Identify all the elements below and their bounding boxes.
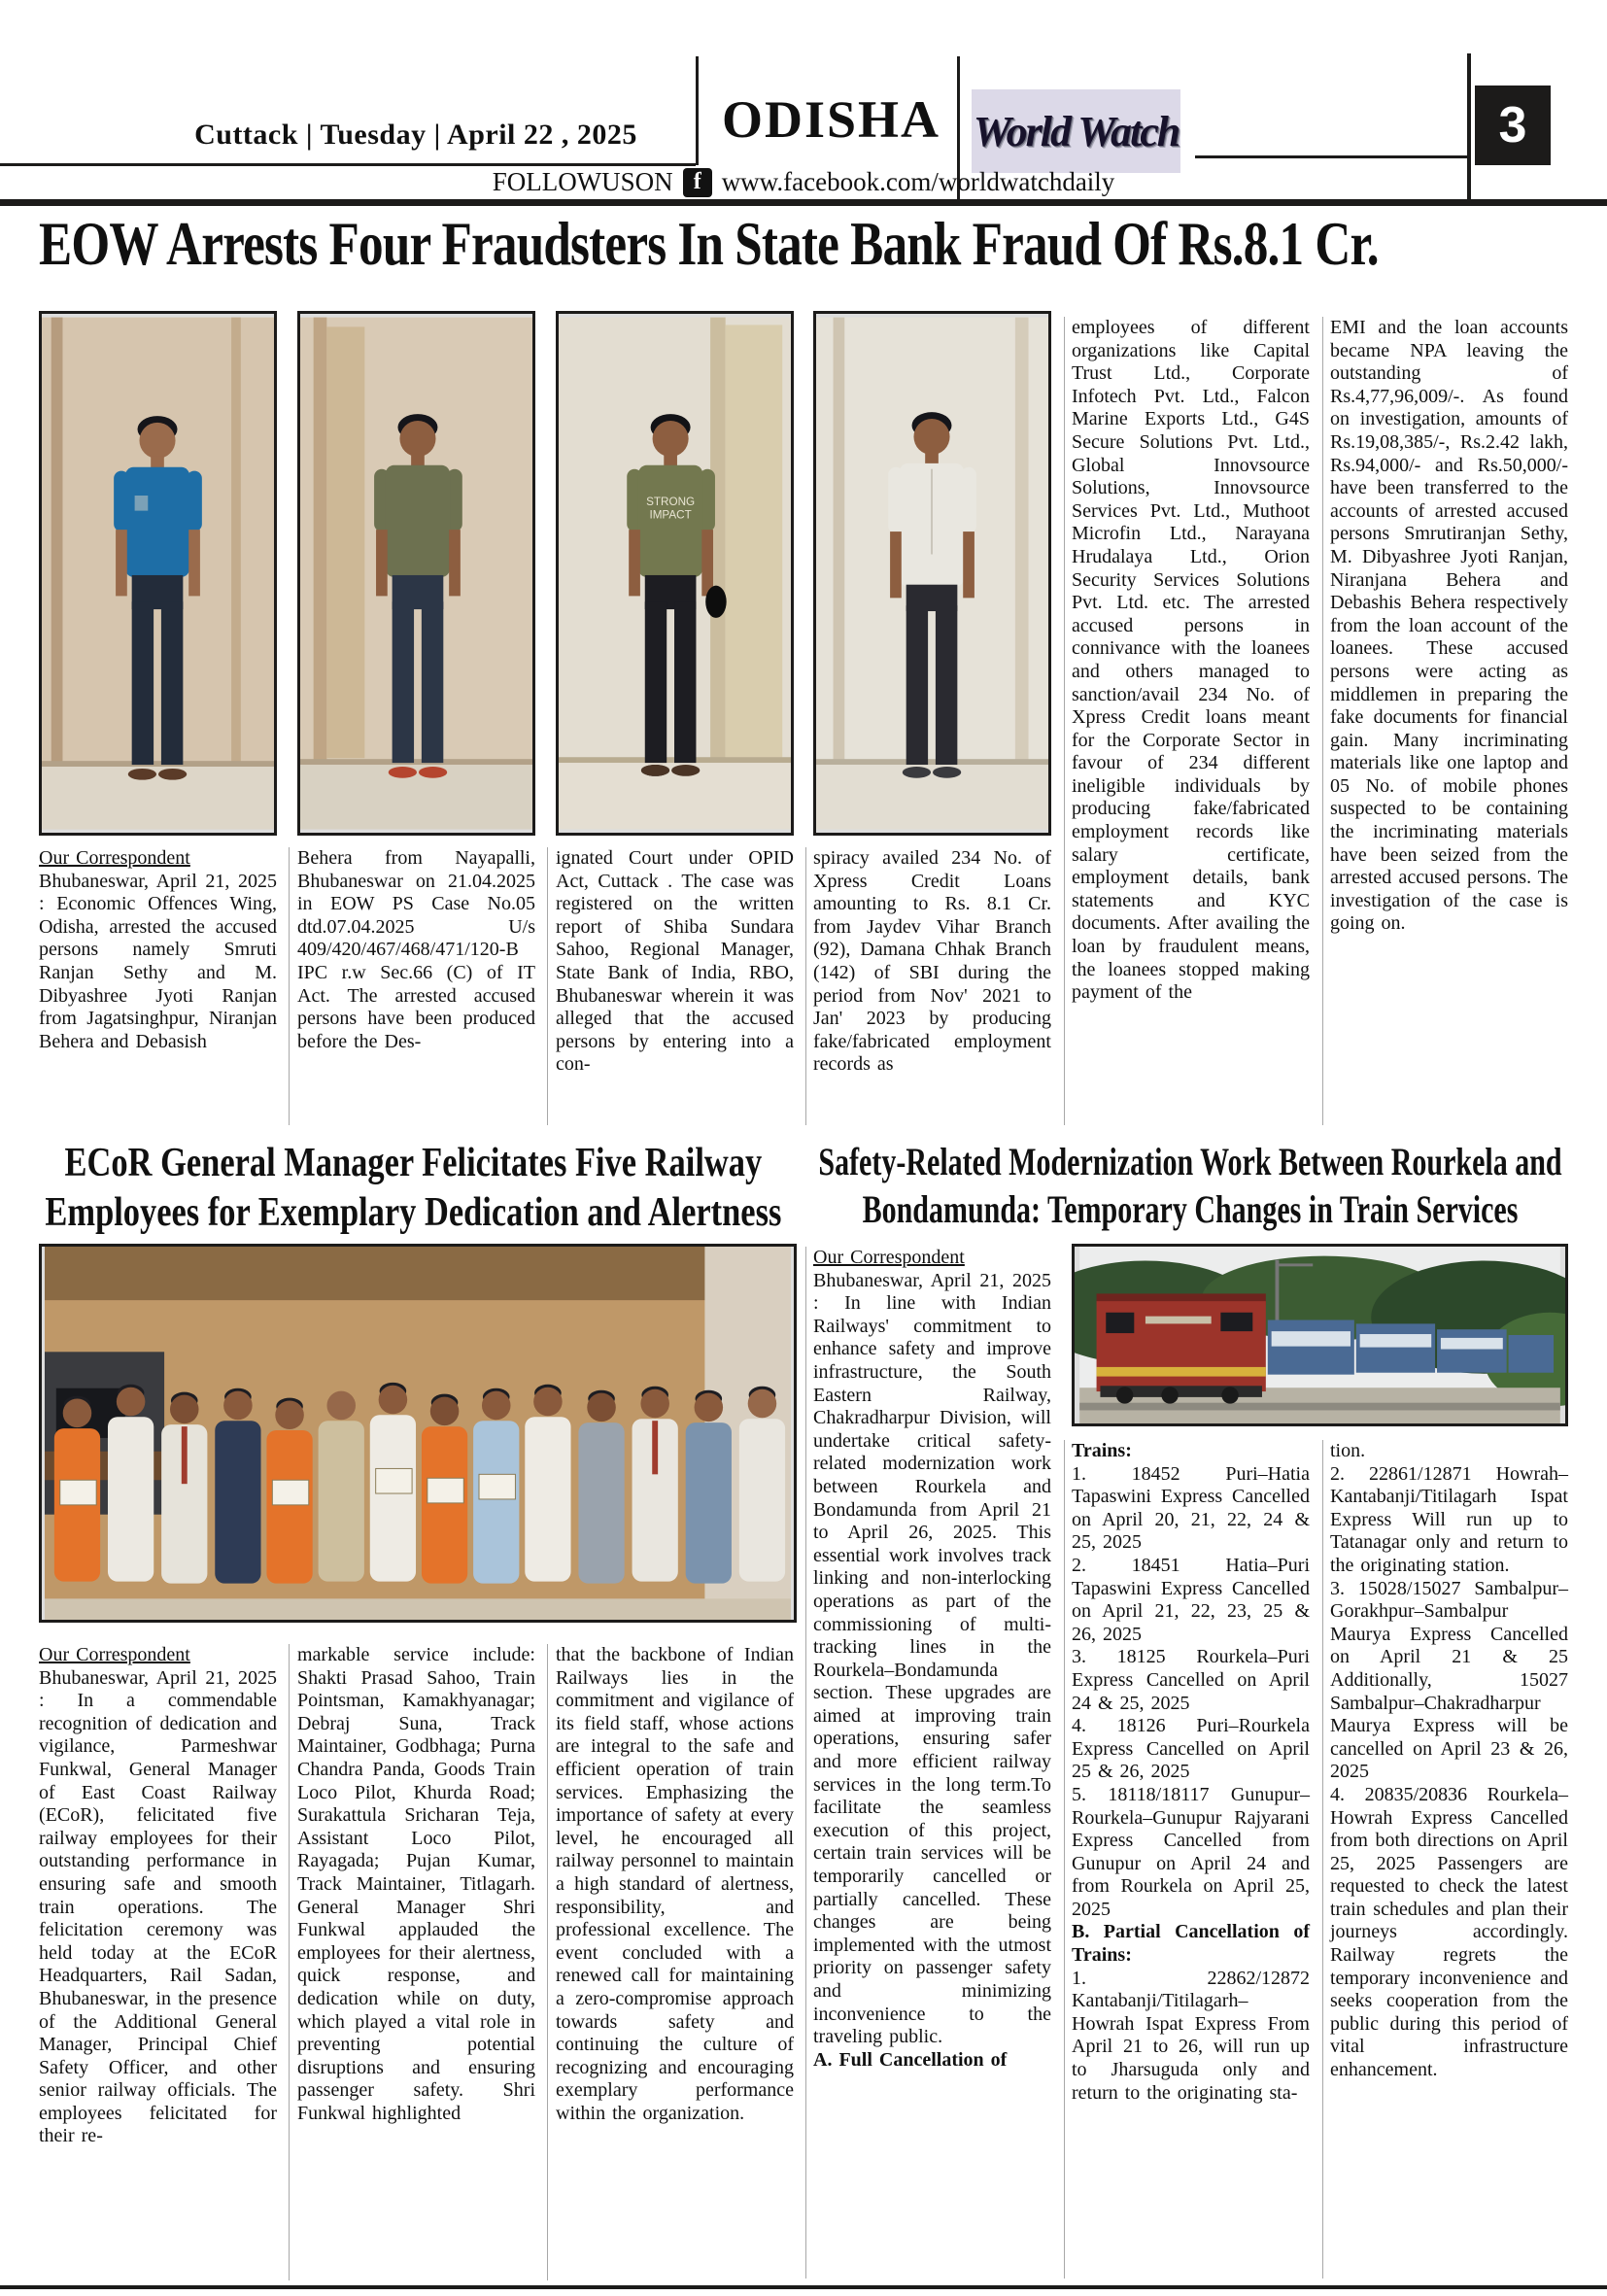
column-rule	[289, 1644, 290, 2280]
column-rule	[805, 1247, 806, 2279]
safety-headline: Safety-Related Modernization Work Between Rourkela and Bondamunda: Temporary Changes in Train Services	[818, 1140, 1562, 1231]
lead-col-5-text: employees of different organizations like Capital Trust Ltd., Corporate Infotech Pvt. Ltd., Falcon Marine Exports Ltd., G4S Secure Solutions Pvt. Ltd., Global Innovsource Solutions, Innovsource Services Pvt. Ltd., Muthoot Microfin Ltd., Narayana Hrudalaya Ltd., Orion Security Services Solutions Pvt. Ltd. etc. The arrested accused persons in connivance with the loanees and others managed to sanction/avail 234 No. of Xpress Credit loans meant for the Corporate Sector in favour of 234 different ineligible individuals by producing fake/fabricated employment records like salary certificate, employment details, bank statements and KYC documents. After availing the loan by fraudulent means, the loanees stopped making payment of the	[1072, 317, 1310, 1004]
facebook-url[interactable]: www.facebook.com/worldwatchdaily	[721, 167, 1115, 196]
column-rule	[547, 1644, 548, 2280]
lead-story-header	[39, 208, 1568, 280]
lead-col-4-text: spiracy availed 234 No. of Xpress Credit Loans amounting to Rs. 8.1 Cr. from Jaydev Vihar Branch (92), Damana Chhak Branch (142) of SBI during the period from Nov' 2021 to Jan' 2023 by producing fake/fabricated employment records as	[813, 847, 1051, 1076]
worldwatch-logo-text: World Watch	[973, 107, 1180, 155]
lead-col-3-text: ignated Court under OPID Act, Cuttack . The case was registered on the written report of Shiba Sundara Sahoo, Regional Manager, State Bank of India, RBO, Bhubaneswar wherein it was alleged that the accused persons by entering into a con-	[556, 847, 794, 1076]
ecor-headline: ECoR General Manager Felicitates Five Railway Employees for Exemplary Dedication and Alertness	[45, 1141, 782, 1236]
suspect-photo-4-image	[816, 314, 1048, 833]
ecor-byline: Our Correspondent	[39, 1644, 190, 1665]
trains-heading: Trains:	[1072, 1440, 1132, 1461]
lead-col-6	[1330, 317, 1568, 1125]
ecor-col-1-text: Bhubaneswar, April 21, 2025 : In a commendable recognition of dedication and vigilance, Parmeshwar Funkwal, General Manager of East Coast Railway (ECoR), felicitated five railway employees for their outstanding performance in ensuring safe and smooth train operations. The felicitation ceremony was held today at the ECoR Headquarters, Rail Sadan, Bhubaneswar, in the presence of the Additional General Manager, Principal Chief Safety Officer, and other senior railway officials. The employees felicitated for their re-	[39, 1666, 277, 2147]
train-photo-image	[1075, 1247, 1565, 1423]
shirt-text-line2: IMPACT	[649, 508, 692, 522]
lead-col-5	[1072, 317, 1310, 1125]
safety-col-1	[813, 1247, 1051, 2072]
ecor-col-1	[39, 1644, 277, 2148]
suspect-photo-3-image	[559, 314, 791, 833]
cancelled-train-item-4: 4. 18126 Puri–Rourkela Express Cancelled on April 25 & 26, 2025	[1072, 1715, 1310, 1783]
lead-headline: EOW Arrests Four Fraudsters In State Bank Fraud Of Rs.8.1 Cr.	[39, 209, 1379, 278]
cancelled-train-item-2: 2. 18451 Hatia–Puri Tapaswini Express Cancelled on April 21, 22, 23, 25 & 26, 2025	[1072, 1554, 1310, 1645]
group-photo	[39, 1244, 797, 1623]
masthead-right-rule	[1195, 155, 1467, 158]
masthead-divider-1	[696, 56, 699, 165]
partial-train-item-1-continuation: tion.	[1330, 1440, 1366, 1461]
column-rule	[805, 847, 806, 1125]
black-cap	[705, 586, 726, 618]
column-rule	[1322, 317, 1323, 1125]
partial-train-item-4: 4. 20835/20836 Rourkela–Howrah Express Cancelled from both directions on April 25, 2025 Passengers are requested to check the latest train schedules and plan their journeys accordingly. Railway regrets the temporary inconvenience and seeks cooperation from the public during this period of vital infrastructure enhancement.	[1330, 1783, 1568, 2081]
section-a-heading: A. Full Cancellation of	[813, 2048, 1008, 2071]
lead-col-2	[297, 847, 535, 1053]
partial-train-item-3: 3. 15028/15027 Sambalpur–Gorakhpur–Sambalpur Maurya Express Cancelled on April 21 & 25 Additionally, 15027 Sambalpur–Chakradharpur Maurya Express will be cancelled on April 23 & 26, 2025	[1330, 1577, 1568, 1783]
head	[139, 423, 175, 459]
follow-strip	[0, 167, 1607, 197]
dateline-rule	[0, 163, 696, 166]
worldwatch-logo	[972, 89, 1180, 173]
lead-col-1	[39, 847, 277, 1053]
masthead-thick-rule	[0, 199, 1607, 206]
safety-byline: Our Correspondent	[813, 1247, 965, 1268]
follow-us-label: FOLLOWUSON	[492, 167, 673, 196]
column-rule	[1064, 1440, 1065, 2279]
facebook-icon[interactable]: f	[683, 168, 712, 197]
column-rule	[289, 847, 290, 1125]
ecor-col-2	[297, 1644, 535, 2125]
cancelled-train-item-5: 5. 18118/18117 Gunupur–Rourkela–Gunupur Rajyarani Express Cancelled from Gunupur on April 24 and from Rourkela on April 25, 2025	[1072, 1783, 1310, 1920]
ecor-col-3	[556, 1644, 794, 2125]
partial-train-item-2: 2. 22861/12871 Howrah–Kantabanji/Titilagarh Ispat Express Will run up to Tatanagar only and return to the originating station.	[1330, 1462, 1568, 1576]
lead-col-6-text: EMI and the loan accounts became NPA leaving the outstanding of Rs.4,77,96,009/-. As found on investigation, amounts of Rs.19,08,385/-, Rs.2.42 lakh, Rs.94,000/- and Rs.50,000/- have been transferred to the accounts of arrested accused persons Smrutiranjan Sethy, M. Dibyashree Jyoti Ranjan, Niranjana Behera and Debashis Behera respectively from the loan account of the loanees. These accused persons were acting as middlemen in preparing the fake documents for financial gain. Many incriminating materials like one laptop and 05 No. of mobile phones suspected to be containing the incriminating materials have been seized from the arrested accused persons. The investigation of the case is going on.	[1330, 317, 1568, 935]
safety-intro: Bhubaneswar, April 21, 2025 : In line with Indian Railways' commitment to enhance safety and improve infrastructure, the South Eastern Railway, Chakradharpur Division, will undertake critical safety-related modernization work between Rourkela and Bondamunda from April 21 to April 26, 2025. This essential work involves track linking and non-interlocking operations as part of the commissioning of multi-tracking lines in the Rourkela–Bondamunda section. These upgrades are aimed at improving train operations, ensuring safer and more efficient railway services in the long term.To facilitate the seamless execution of this project, certain train services will be temporarily cancelled or partially cancelled. These changes are being implemented with the utmost priority on passenger safety and minimizing inconvenience to the traveling public.	[813, 1269, 1051, 2048]
suspect-photo-2	[297, 311, 535, 836]
shirt-text-line1: STRONG	[646, 495, 696, 508]
section-b-heading: B. Partial Cancellation of Trains:	[1072, 1921, 1310, 1967]
suspect-photo-3	[556, 311, 794, 836]
ecor-col-3-text: that the backbone of Indian Railways lies in the commitment and vigilance of its field staff, whose actions are integral to the safe and efficient operation of train services. Emphasizing the importance of safety at every level, he encouraged all railway personnel to maintain a high standard of alertness, responsibility, and professional excellence. The event concluded with a renewed call for maintaining a zero-compromise approach towards safety and continuing the culture of recognizing and encouraging exemplary performance within the organization.	[556, 1644, 794, 2124]
suspect-photo-2-image	[300, 314, 532, 833]
lead-byline: Our Correspondent	[39, 847, 190, 869]
suspect-photo-1	[39, 311, 277, 836]
column-rule	[1322, 1440, 1323, 2279]
train-photo	[1072, 1244, 1568, 1426]
column-rule	[547, 847, 548, 1125]
lead-col-2-text: Behera from Nayapalli, Bhubaneswar on 21.04.2025 in EOW PS Case No.05 dtd.07.04.2025 U/s 409/420/467/468/471/120-B IPC r.w Sec.66 (C) of IT Act. The arrested accused persons have been produced before the Des-	[297, 847, 535, 1052]
group-photo-image	[42, 1247, 794, 1620]
safety-story-header	[811, 1139, 1569, 1234]
lead-col-1-text: Bhubaneswar, April 21, 2025 : Economic Offences Wing, Odisha, arrested the accused persons namely Smruti Ranjan Sethy and M. Dibyashree Jyoti Ranjan from Jagatsinghpur, Niranjan Behera and Debasish	[39, 870, 277, 1052]
partial-train-item-1: 1. 22862/12872 Kantabanji/Titilagarh–Howrah Ispat Express From April 21 to 26, will run up to Jharsuguda only and return to the originating sta-	[1072, 1967, 1310, 2104]
safety-col-3	[1330, 1440, 1568, 2082]
safety-col-2	[1072, 1440, 1310, 2105]
column-rule	[1064, 317, 1065, 1125]
ecor-story-header	[39, 1139, 787, 1238]
page-number-badge	[1475, 86, 1551, 165]
lead-col-3	[556, 847, 794, 1077]
edition-title: ODISHA	[721, 90, 941, 149]
dateline: Cuttack | Tuesday | April 22 , 2025	[194, 119, 637, 151]
lead-col-4	[813, 847, 1051, 1077]
suspect-photo-4	[813, 311, 1051, 836]
ecor-col-2-text: markable service include: Shakti Prasad Sahoo, Train Pointsman, Kamakhyanagar; Debraj Suna, Track Maintainer, Godbhaga; Purna Chandra Panda, Goods Train Loco Pilot, Khurda Road; Surakattula Sricharan Teja, Assistant Loco Pilot, Rayagada; Pujan Kumar, Track Maintainer, Titlagarh. General Manager Shri Funkwal applauded the employees for their alertness, quick response, and dedication while on duty, which played a vital role in preventing potential disruptions and ensuring passenger safety. Shri Funkwal highlighted	[297, 1644, 535, 2124]
suspect-photo-1-image	[42, 314, 274, 833]
page-number: 3	[1498, 97, 1527, 154]
cancelled-train-item-3: 3. 18125 Rourkela–Puri Express Cancelled on April 24 & 25, 2025	[1072, 1646, 1310, 1714]
bottom-rule	[0, 2285, 1607, 2289]
cancelled-train-item-1: 1. 18452 Puri–Hatia Tapaswini Express Cancelled on April 20, 21, 22, 24 & 25, 2025	[1072, 1462, 1310, 1554]
